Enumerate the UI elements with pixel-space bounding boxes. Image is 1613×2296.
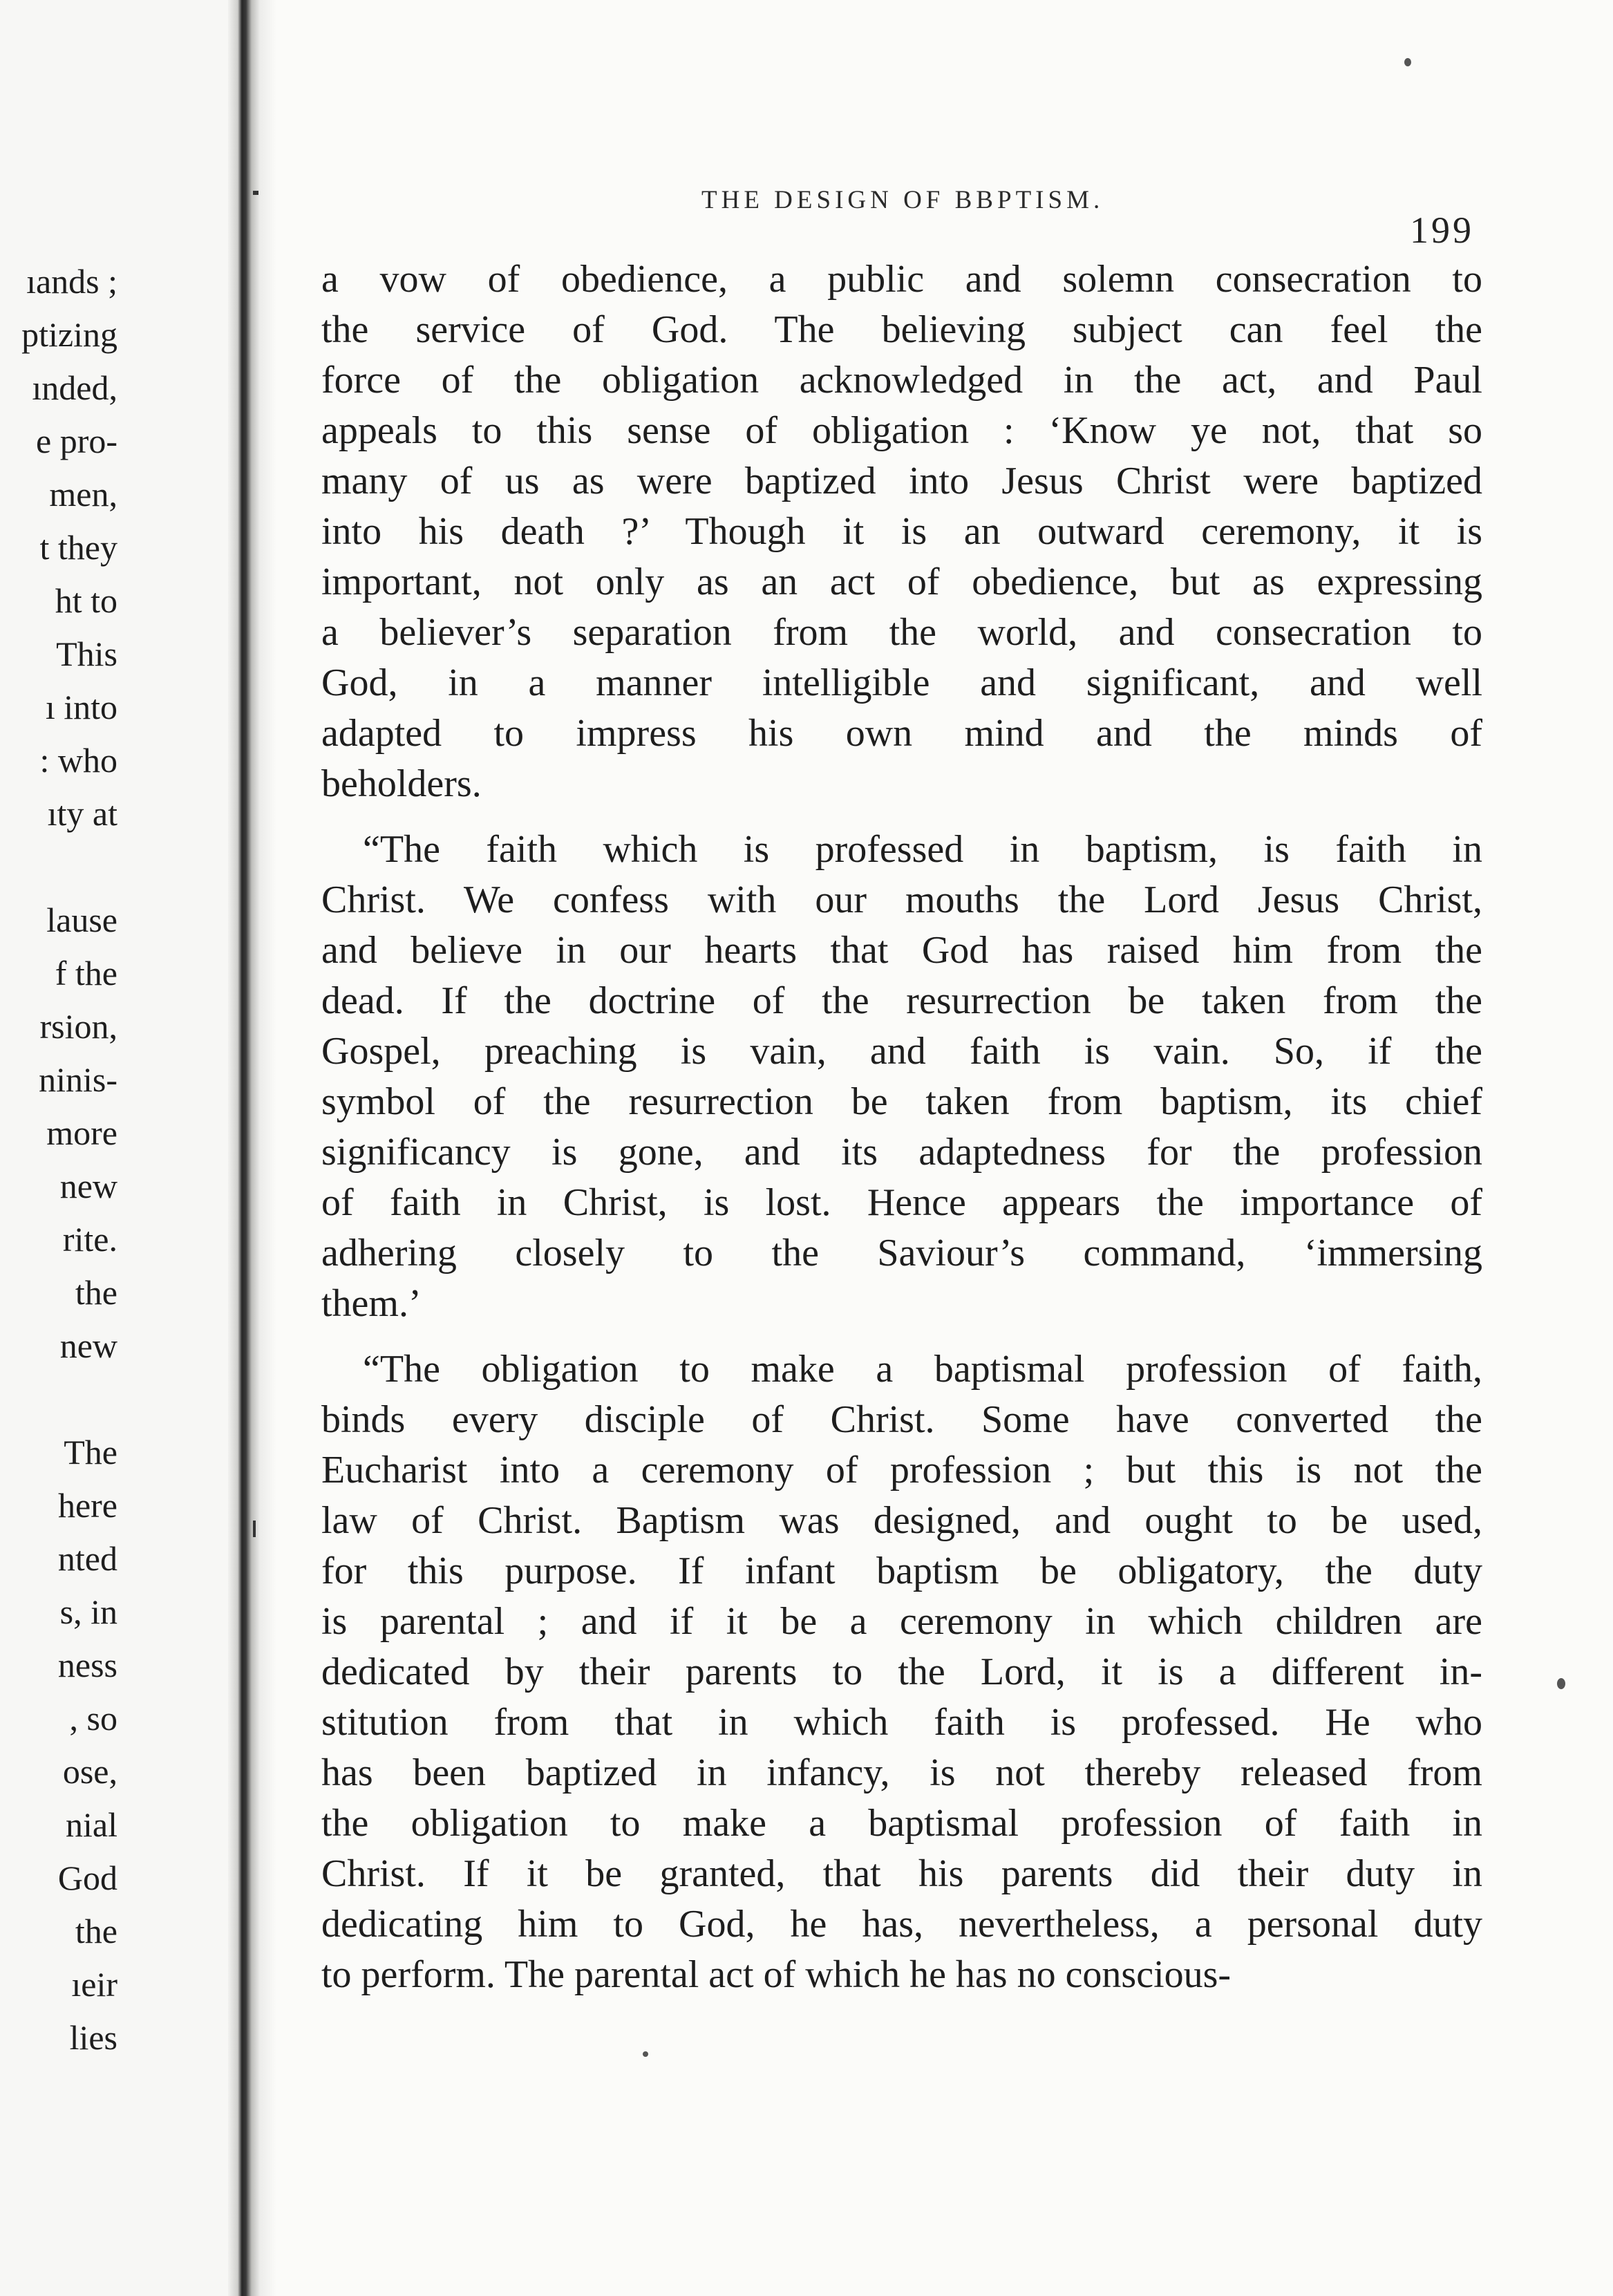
book-gutter	[228, 0, 276, 2296]
left-page-line: e pro-	[36, 422, 117, 460]
left-page-line: rite.	[62, 1220, 117, 1259]
text-line: for this purpose. If infant baptism be obligatory, the duty	[321, 1550, 1482, 1592]
paragraph-spacing	[321, 1329, 1482, 1344]
text-line: many of us as were baptized into Jesus Christ were baptized	[321, 460, 1482, 502]
left-page-line: the	[75, 1273, 117, 1312]
text-line: force of the obligation acknowledged in the act, and Paul	[321, 359, 1482, 402]
text-line: God, in a manner intelligible and significant, and well	[321, 661, 1482, 704]
text-line: adhering closely to the Saviour’s command, ‘immersing	[321, 1232, 1482, 1274]
left-page-line: nial	[66, 1805, 117, 1844]
left-page-line: ınded,	[32, 368, 117, 407]
text-line: the obligation to make a baptismal profession of faith in	[321, 1802, 1482, 1845]
left-page-line: God	[57, 1859, 117, 1897]
left-page-line: more	[46, 1113, 117, 1152]
left-page-line: the	[75, 1912, 117, 1950]
text-line: dead. If the doctrine of the resurrection be taken from the	[321, 979, 1482, 1022]
text-line: Christ. We confess with our mouths the Lord Jesus Christ,	[321, 878, 1482, 921]
running-head: THE DESIGN OF BBPTISM.	[701, 186, 1104, 214]
text-line: important, not only as an act of obedience, but as expressing	[321, 561, 1482, 603]
text-line: “The obligation to make a baptismal profession of faith,	[363, 1348, 1482, 1391]
left-page-line: ıty at	[47, 794, 117, 833]
left-page-line: The	[64, 1433, 117, 1471]
text-line: beholders.	[321, 762, 482, 805]
text-line: Gospel, preaching is vain, and faith is vain. So, if the	[321, 1030, 1482, 1073]
left-page-line: This	[56, 634, 117, 673]
text-line: Eucharist into a ceremony of profession ; but this is not the	[321, 1449, 1482, 1492]
left-page-line: lause	[46, 901, 117, 939]
left-page-line: f the	[55, 954, 117, 992]
text-line: binds every disciple of Christ. Some have converted the	[321, 1398, 1482, 1441]
left-page-line: ht to	[55, 581, 117, 620]
left-page-line: here	[57, 1486, 117, 1525]
left-page-line: s, in	[59, 1592, 117, 1631]
left-page-line: ninis-	[39, 1060, 117, 1099]
text-line: law of Christ. Baptism was designed, and ought to be used,	[321, 1499, 1482, 1542]
left-page-line: t they	[39, 528, 117, 567]
paragraph	[321, 825, 1482, 1329]
text-line: a believer’s separation from the world, and consecration to	[321, 611, 1482, 654]
gutter-mark	[253, 191, 258, 195]
scan-speck	[1404, 58, 1411, 66]
left-page-line: lies	[69, 2018, 117, 2057]
left-page-line: new	[59, 1167, 117, 1205]
text-line: dedicating him to God, he has, nevertheless, a personal duty	[321, 1903, 1482, 1946]
text-line: appeals to this sense of obligation : ‘Know ye not, that so	[321, 409, 1482, 452]
gutter-mark	[253, 1521, 256, 1537]
left-page-line: ose,	[62, 1752, 117, 1791]
paragraph	[321, 254, 1482, 809]
page-number: 199	[1410, 209, 1474, 251]
text-line: the service of God. The believing subject can feel the	[321, 308, 1482, 351]
text-line: Christ. If it be granted, that his parents did their duty in	[321, 1852, 1482, 1895]
left-page-line: ıands ;	[26, 262, 117, 301]
text-line: a vow of obedience, a public and solemn consecration to	[321, 258, 1482, 301]
paragraph-spacing	[321, 809, 1482, 825]
text-line: significancy is gone, and its adaptedness for the profession	[321, 1131, 1482, 1174]
left-page-line: ness	[57, 1646, 117, 1684]
text-line: is parental ; and if it be a ceremony in which children are	[321, 1600, 1482, 1643]
text-line: into his death ?’ Though it is an outward ceremony, it is	[321, 510, 1482, 553]
text-line: them.’	[321, 1282, 422, 1325]
body-text	[321, 254, 1482, 2000]
left-page-line: , so	[69, 1699, 117, 1738]
left-page-line: : who	[39, 741, 117, 780]
text-line: and believe in our hearts that God has raised him from the	[321, 929, 1482, 972]
text-line: dedicated by their parents to the Lord, it is a different in-	[321, 1650, 1482, 1693]
text-line: symbol of the resurrection be taken from baptism, its chief	[321, 1080, 1482, 1123]
left-page-line: rsion,	[39, 1007, 117, 1046]
left-page-line: men,	[49, 475, 117, 514]
text-line: of faith in Christ, is lost. Hence appears the importance of	[321, 1181, 1482, 1224]
left-page-line: ptizing	[21, 315, 117, 354]
text-line: to perform. The parental act of which he has no conscious-	[321, 1953, 1232, 1996]
paragraph	[321, 1344, 1482, 2000]
text-line: adapted to impress his own mind and the minds of	[321, 712, 1482, 755]
text-line: stitution from that in which faith is professed. He who	[321, 1701, 1482, 1744]
left-page-line: ıeir	[71, 1965, 117, 2004]
text-line: “The faith which is professed in baptism, is faith in	[363, 828, 1482, 871]
left-facing-page	[0, 0, 228, 2296]
text-line: has been baptized in infancy, is not thereby released from	[321, 1751, 1482, 1794]
scan-speck	[643, 2051, 648, 2057]
left-page-line: ı into	[45, 688, 117, 726]
left-page-line: new	[59, 1326, 117, 1365]
left-page-line: nted	[57, 1539, 117, 1578]
scan-speck	[1557, 1678, 1565, 1689]
